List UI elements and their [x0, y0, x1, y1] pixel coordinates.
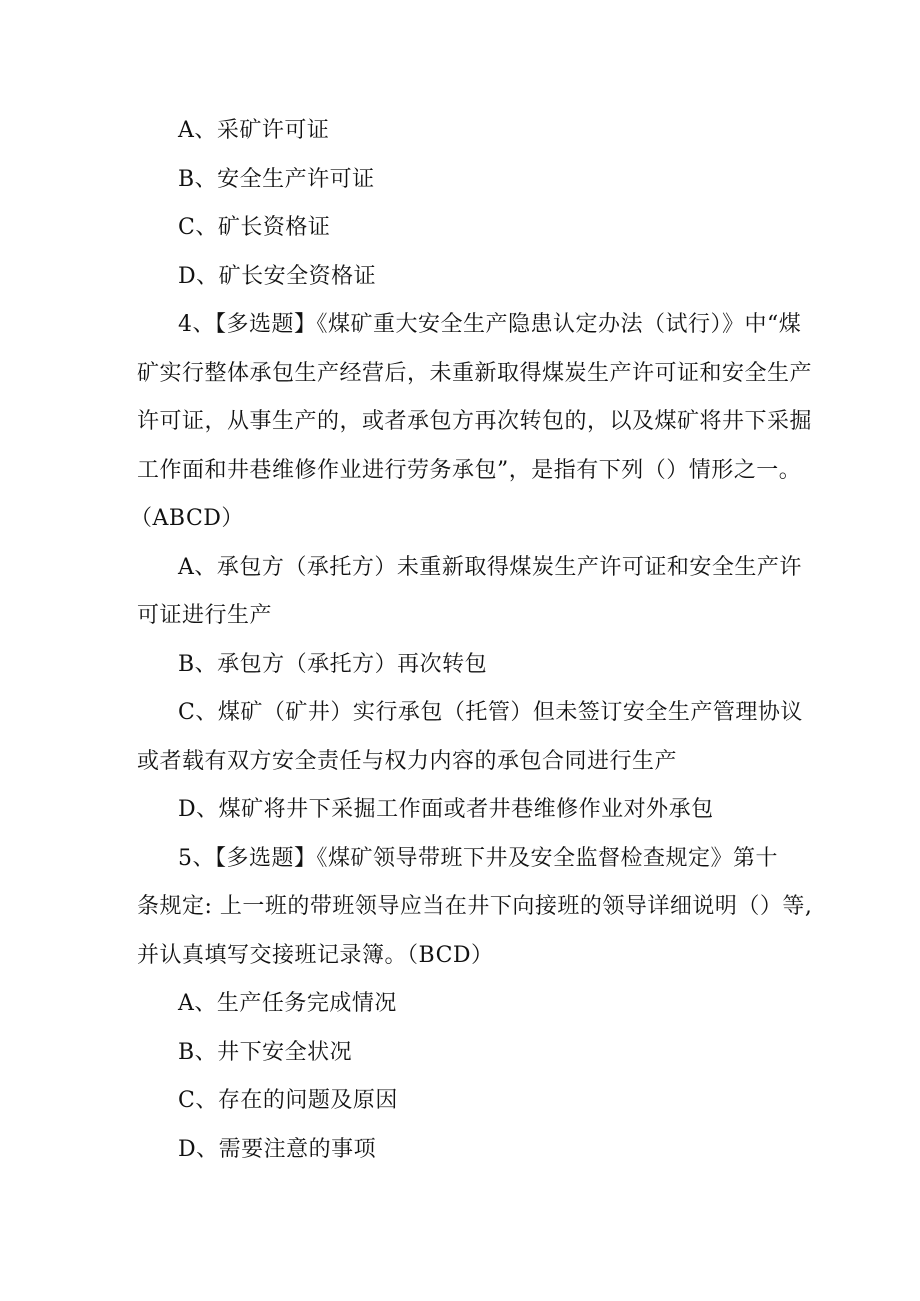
q4-stem-line-2: 矿实行整体承包生产经营后，未重新取得煤炭生产许可证和安全生产 — [137, 361, 813, 386]
q3-option-a: A、采矿许可证 — [178, 118, 330, 143]
q3-option-d: D、矿长安全资格证 — [178, 264, 377, 289]
q4-answer: （ABCD） — [130, 506, 244, 531]
q4-option-d: D、煤矿将井下采掘工作面或者井巷维修作业对外承包 — [178, 797, 714, 822]
q4-option-c-line-2: 或者载有双方安全责任与权力内容的承包合同进行生产 — [137, 749, 678, 774]
q4-option-c-line-1: C、煤矿（矿井）实行承包（托管）但未签订安全生产管理协议 — [178, 700, 803, 725]
q4-stem-line-1: 4、【多选题】《煤矿重大安全生产隐患认定办法（试行）》中“煤 — [178, 312, 802, 337]
q3-option-c: C、矿长资格证 — [178, 215, 331, 240]
q5-option-b: B、井下安全状况 — [178, 1040, 353, 1065]
q5-option-d: D、需要注意的事项 — [178, 1137, 377, 1162]
q5-option-c: C、存在的问题及原因 — [178, 1088, 398, 1113]
q5-option-a: A、生产任务完成情况 — [178, 991, 397, 1016]
q3-option-b: B、安全生产许可证 — [178, 167, 375, 192]
q5-stem-line-1: 5、【多选题】《煤矿领导带班下井及安全监督检查规定》第十 — [178, 846, 778, 871]
q4-option-a-line-2: 可证进行生产 — [137, 603, 273, 628]
q4-stem-line-4: 工作面和井巷维修作业进行劳务承包”，是指有下列（）情形之一。 — [137, 458, 802, 483]
q4-option-b: B、承包方（承托方）再次转包 — [178, 652, 488, 677]
q4-stem-line-3: 许可证，从事生产的，或者承包方再次转包的，以及煤矿将井下采掘 — [137, 409, 813, 434]
q5-stem-line-3: 并认真填写交接班记录簿。（BCD） — [137, 943, 494, 968]
q5-stem-line-2: 条规定: 上一班的带班领导应当在井下向接班的领导详细说明（）等, — [137, 894, 813, 919]
q4-option-a-line-1: A、承包方（承托方）未重新取得煤炭生产许可证和安全生产许 — [178, 555, 802, 580]
